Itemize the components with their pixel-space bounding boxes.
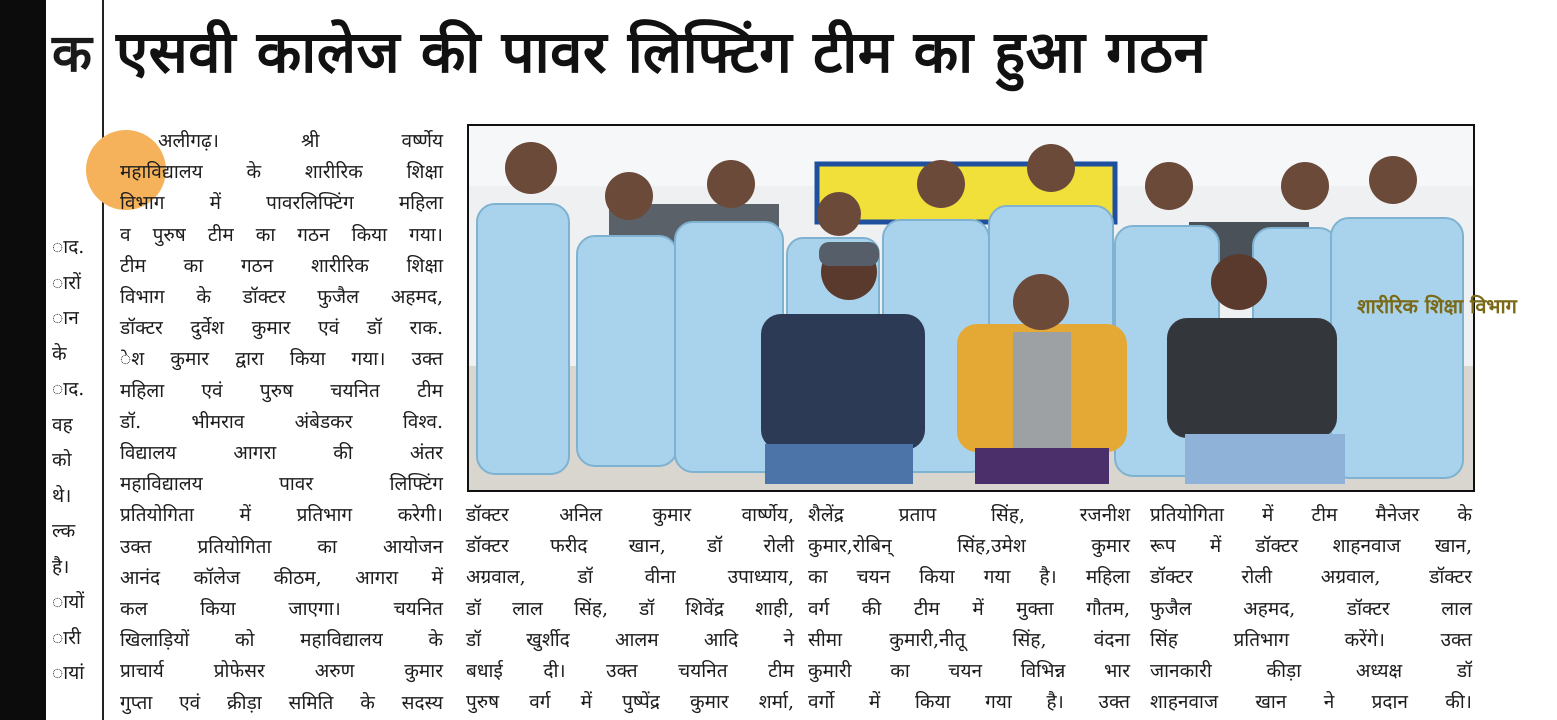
text-line: डॉक्टर फरीद खान, डॉ रोली — [466, 535, 794, 558]
fragment-line: को — [52, 449, 72, 471]
fragment-line: ान — [52, 307, 79, 329]
fragment-line: ारी — [52, 626, 81, 649]
fragment-line: ायों — [52, 591, 85, 613]
text-line: विभाग के डॉक्टर फुजैल अहमद, — [120, 286, 443, 309]
fragment-line: ारों — [52, 271, 81, 294]
text-line: महाविद्यालय के शारीरिक शिक्षा — [120, 161, 443, 184]
text-line: अलीगढ़। श्री वर्ष्णेय — [158, 130, 443, 152]
text-line: कुमार,रोबिन् सिंह,उमेश कुमार — [808, 535, 1130, 558]
page-edge — [0, 0, 46, 720]
text-line: उक्त प्रतियोगिता का आयोजन — [120, 535, 443, 558]
text-line: ेश कुमार द्वारा किया गया। उक्त — [120, 348, 443, 371]
fragment-line: ाद. — [52, 378, 85, 400]
text-line: प्रतियोगिता में टीम मैनेजर के — [1150, 504, 1472, 526]
text-line: शैलेंद्र प्रताप सिंह, रजनीश — [808, 504, 1130, 526]
article-column-2 — [466, 500, 794, 718]
text-line: बधाई दी। उक्त चयनित टीम — [466, 660, 794, 683]
adjacent-headline-fragment: क — [52, 24, 92, 84]
text-line: सीमा कुमारी,नीतू सिंह, वंदना — [808, 628, 1130, 651]
text-line: अग्रवाल, डॉ वीना उपाध्याय, — [466, 566, 794, 589]
fragment-line: के — [52, 342, 67, 365]
text-line: वर्ग की टीम में मुक्ता गौतम, — [808, 597, 1130, 620]
building-sign-text: शारीरिक शिक्षा विभाग — [1357, 294, 1517, 318]
fragment-line: ायां — [52, 662, 85, 684]
text-line: प्राचार्य प्रोफेसर अरुण कुमार — [120, 660, 443, 683]
text-line: व पुरुष टीम का गठन किया गया। — [120, 223, 443, 246]
text-line: कुमारी का चयन विभिन्न भार — [808, 660, 1130, 683]
text-line: सिंह प्रतिभाग करेंगे। उक्त — [1150, 628, 1472, 651]
text-line: पुरुष वर्ग में पुष्पेंद्र कुमार शर्मा, — [466, 691, 794, 714]
adjacent-text-fragments — [52, 230, 84, 692]
text-line: डॉक्टर अनिल कुमार वार्ष्णेय, — [466, 504, 794, 526]
text-line: वर्गो में किया गया है। उक्त — [808, 691, 1130, 714]
text-line: महाविद्यालय पावर लिफ्टिंग — [120, 473, 443, 496]
text-line: का चयन किया गया है। महिला — [808, 566, 1130, 589]
article-column-3 — [808, 500, 1130, 718]
text-line: डॉ. भीमराव अंबेडकर विश्व. — [120, 410, 443, 433]
text-line: प्रतियोगिता में प्रतिभाग करेगी। — [120, 504, 443, 527]
text-line: आनंद कॉलेज कीठम, आगरा में — [120, 566, 443, 589]
text-line: डॉ लाल सिंह, डॉ शिवेंद्र शाही, — [466, 597, 794, 620]
text-line: विद्यालय आगरा की अंतर — [120, 442, 443, 465]
team-photo — [467, 124, 1517, 492]
text-line: कल किया जाएगा। चयनित — [120, 598, 443, 621]
text-line: टीम का गठन शारीरिक शिक्षा — [120, 254, 443, 277]
article-headline: एसवी कालेज की पावर लिफ्टिंग टीम का हुआ गठन — [116, 18, 1207, 86]
text-line: रूप में डॉक्टर शाहनवाज खान, — [1150, 535, 1472, 558]
fragment-line: वह — [52, 413, 73, 436]
fragment-line: है। — [52, 555, 70, 578]
text-line: फुजैल अहमद, डॉक्टर लाल — [1150, 597, 1472, 620]
text-line: डॉक्टर रोली अग्रवाल, डॉक्टर — [1150, 566, 1472, 589]
text-line: शाहनवाज खान ने प्रदान की। — [1150, 691, 1472, 714]
text-line: डॉ खुर्शीद आलम आदि ने — [466, 628, 794, 651]
fragment-line: ाद. — [52, 236, 85, 258]
text-line: जानकारी कीड़ा अध्यक्ष डॉ — [1150, 660, 1472, 683]
text-line: डॉक्टर दुर्वेश कुमार एवं डॉ राक. — [120, 317, 443, 340]
article-column-1 — [120, 126, 443, 719]
fragment-line: ल्क — [52, 520, 76, 542]
fragment-line: थे। — [52, 484, 72, 507]
text-line: खिलाड़ियों को महाविद्यालय के — [120, 629, 443, 652]
text-line: विभाग में पावरलिफ्टिंग महिला — [120, 192, 443, 215]
adjacent-article-column — [46, 0, 104, 720]
text-line: महिला एवं पुरुष चयनित टीम — [120, 379, 443, 402]
text-line: गुप्ता एवं क्रीड़ा समिति के सदस्य — [120, 691, 443, 714]
article-column-4 — [1150, 500, 1472, 718]
